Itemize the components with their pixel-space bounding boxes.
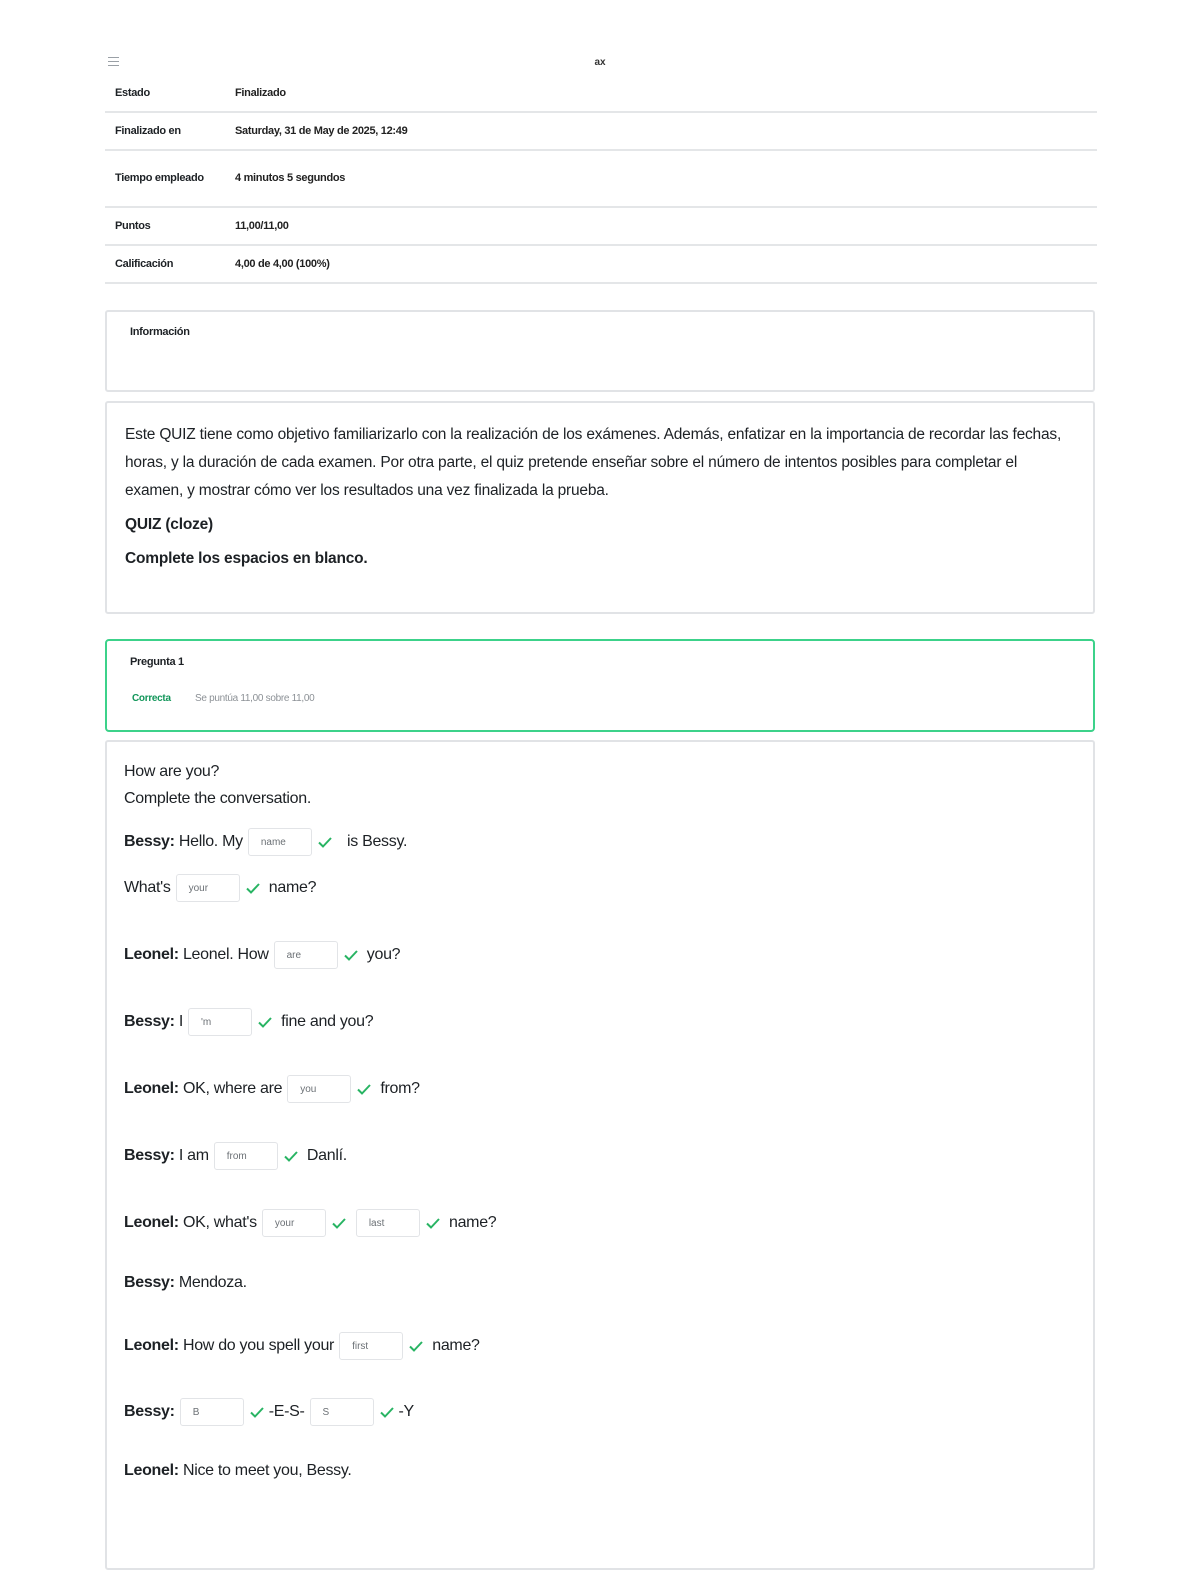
dialogue-text: name? (448, 1214, 497, 1232)
answer-field[interactable]: B (180, 1398, 244, 1426)
dialogue-text: Nice to meet you, Bessy. (182, 1462, 352, 1479)
dialogue-line (124, 941, 400, 969)
question-state: Correcta (132, 693, 171, 704)
quiz-title: QUIZ (cloze) (125, 516, 214, 533)
answer-field[interactable]: you (287, 1075, 351, 1103)
info-label: Información (130, 326, 190, 338)
info-box (105, 310, 1095, 392)
summary-row-finished (105, 112, 1097, 150)
dialogue-line (124, 1273, 247, 1293)
answer-field[interactable]: your (176, 874, 240, 902)
check-icon (257, 1014, 273, 1030)
dialogue-line (124, 874, 316, 902)
answer-field[interactable]: name (248, 828, 312, 856)
summary-row-status (105, 75, 1097, 112)
answer-field[interactable]: 'm (188, 1008, 252, 1036)
summary-row-grade (105, 245, 1097, 283)
check-icon (317, 834, 333, 850)
dialogue-text: is Bessy. (346, 833, 408, 851)
answer-field[interactable]: from (214, 1142, 278, 1170)
dialogue-text: -Y (398, 1403, 414, 1421)
dialogue-text: OK, what's (182, 1214, 257, 1232)
summary-value: Saturday, 31 de May de 2025, 12:49 (225, 112, 1097, 150)
dialogue-text: Hello. My (178, 833, 243, 851)
dialogue-text: Danlí. (306, 1147, 347, 1165)
check-icon (245, 880, 261, 896)
content-subheading: Complete the conversation. (124, 790, 311, 807)
dialogue-text: fine and you? (281, 1013, 374, 1031)
answer-field[interactable]: last (356, 1209, 420, 1237)
summary-value: 11,00/11,00 (225, 207, 1097, 245)
dialogue-text: -E-S- (268, 1403, 305, 1421)
speaker-name: Bessy: (124, 833, 175, 851)
check-icon (379, 1404, 395, 1420)
dialogue-text: name? (268, 879, 317, 897)
dialogue-line (124, 1209, 496, 1237)
summary-value: Finalizado (225, 75, 1097, 112)
summary-value: 4 minutos 5 segundos (225, 150, 1097, 207)
description-text: Este QUIZ tiene como objetivo familiarizarlo con la realización de los exámenes. Además, enfatizar en la importancia de recordar las fechas, horas, y la duración de cada examen. Por otra parte, el quiz pretende enseñar sobre el número de intentos posibles para completar el examen, y mostrar cómo ver los resultados una vez finalizada la prueba. (125, 426, 1062, 499)
content-heading: How are you? (124, 763, 220, 780)
dialogue-line (124, 1075, 420, 1103)
speaker-name: Bessy: (124, 1403, 175, 1421)
summary-label: Calificación (105, 245, 225, 283)
dialogue-text: you? (366, 946, 401, 964)
dialogue-line (124, 1398, 414, 1426)
dialogue-text: Mendoza. (178, 1274, 247, 1291)
summary-row-points (105, 207, 1097, 245)
summary-label: Puntos (105, 207, 225, 245)
check-icon (408, 1338, 424, 1354)
speaker-name: Leonel: (124, 1080, 179, 1098)
speaker-name: Leonel: (124, 1337, 179, 1355)
speaker-name: Bessy: (124, 1147, 175, 1165)
dialogue-text: OK, where are (182, 1080, 283, 1098)
dialogue-line (124, 1142, 347, 1170)
dialogue-text: I (178, 1013, 183, 1031)
dialogue-text: Leonel. How (182, 946, 269, 964)
dialogue-line (124, 1008, 373, 1036)
answer-field[interactable]: first (339, 1332, 403, 1360)
answer-field[interactable]: are (274, 941, 338, 969)
question-number: Pregunta 1 (130, 656, 184, 668)
answer-field[interactable]: S (310, 1398, 374, 1426)
speaker-name: Bessy: (124, 1013, 175, 1031)
description-box (105, 401, 1095, 614)
question-grade: Se puntúa 11,00 sobre 11,00 (195, 693, 315, 704)
summary-label: Finalizado en (105, 112, 225, 150)
answer-field[interactable]: your (262, 1209, 326, 1237)
dialogue-text: What's (124, 879, 171, 897)
page-title: ax (594, 57, 606, 68)
dialogue-line (124, 1332, 480, 1360)
check-icon (331, 1215, 347, 1231)
check-icon (425, 1215, 441, 1231)
question-info-box (105, 639, 1095, 732)
dialogue-text: I am (178, 1147, 209, 1165)
summary-row-time (105, 150, 1097, 207)
check-icon (249, 1404, 265, 1420)
quiz-instruction: Complete los espacios en blanco. (125, 550, 368, 567)
speaker-name: Leonel: (124, 946, 179, 964)
check-icon (343, 947, 359, 963)
speaker-name: Leonel: (124, 1462, 179, 1479)
speaker-name: Leonel: (124, 1214, 179, 1232)
dialogue-text: How do you spell your (182, 1337, 335, 1355)
dialogue-line (124, 1461, 352, 1481)
speaker-name: Bessy: (124, 1274, 175, 1291)
dialogue-text: from? (380, 1080, 420, 1098)
summary-label: Tiempo empleado (105, 150, 225, 207)
check-icon (283, 1148, 299, 1164)
summary-label: Estado (105, 75, 225, 112)
summary-value: 4,00 de 4,00 (100%) (225, 245, 1097, 283)
dialogue-line (124, 828, 407, 856)
dialogue-text: name? (432, 1337, 480, 1355)
attempt-summary-table (105, 75, 1097, 284)
check-icon (356, 1081, 372, 1097)
